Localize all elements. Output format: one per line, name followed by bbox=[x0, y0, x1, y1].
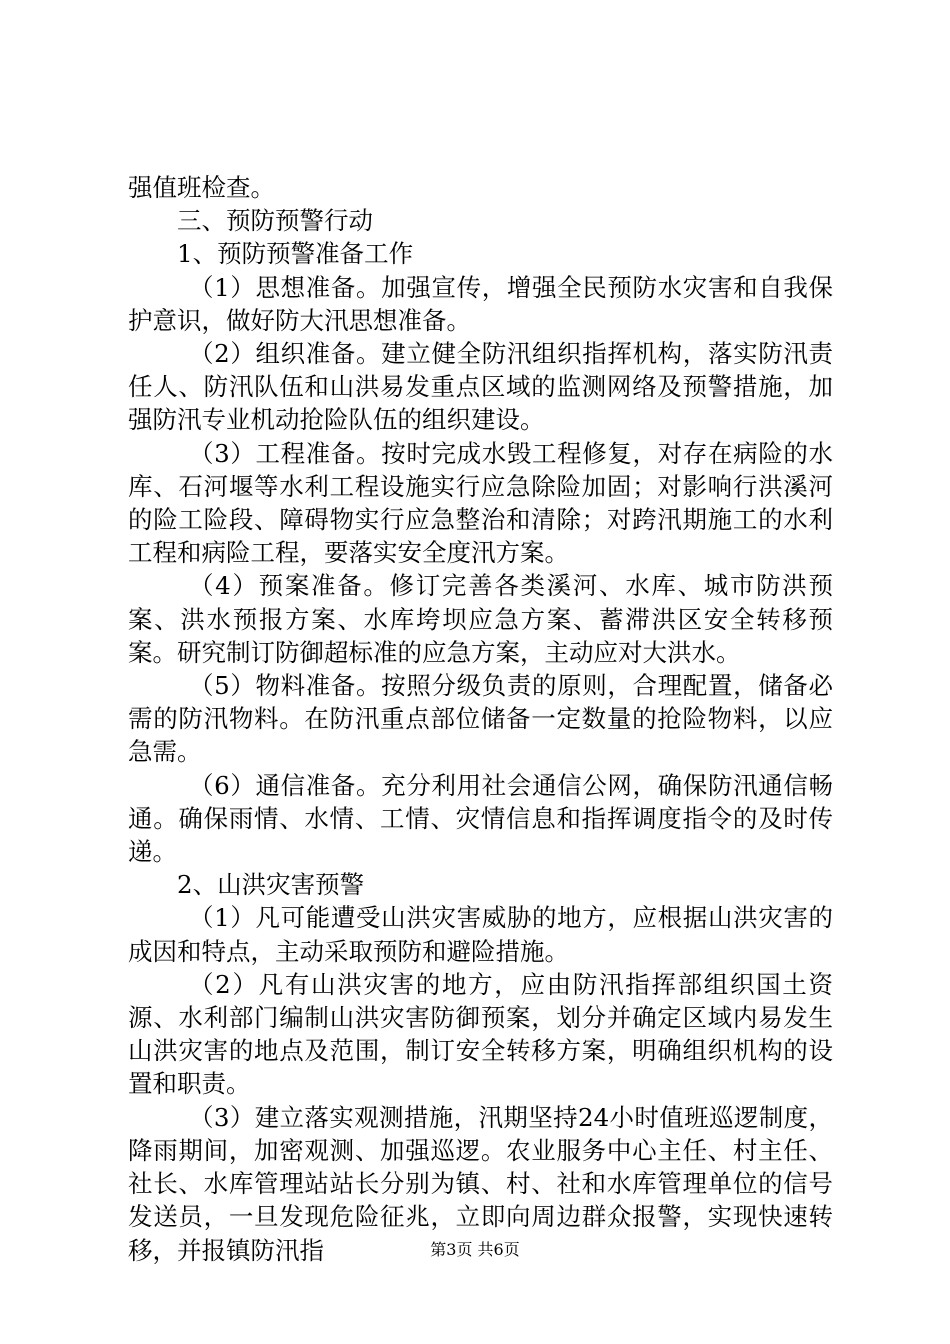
paragraph: （1）思想准备。加强宣传，增强全民预防水灾害和自我保护意识，做好防大汛思想准备。 bbox=[128, 272, 833, 335]
paragraph: （3）工程准备。按时完成水毁工程修复，对存在病险的水库、石河堰等水利工程设施实行应急除险加固；对影响行洪溪河的险工险段、障碍物实行应急整治和清除；对跨汛期施工的水利工程和病险工程，要落实安全度汛方案。 bbox=[128, 438, 833, 568]
paragraph: （1）凡可能遭受山洪灾害威胁的地方，应根据山洪灾害的成因和特点，主动采取预防和避险措施。 bbox=[128, 903, 833, 966]
subsection-heading: 2、山洪灾害预警 bbox=[177, 870, 365, 900]
paragraph: （3）建立落实观测措施，汛期坚持24小时值班巡逻制度，降雨期间，加密观测、加强巡逻。农业服务中心主任、村主任、社长、水库管理站站长分别为镇、村、社和水库管理单位的信号发送员，一旦发现危险征兆，立即向周边群众报警，实现快速转移，并报镇防汛指 bbox=[128, 1102, 833, 1265]
section-heading: 三、预防预警行动 bbox=[177, 206, 373, 236]
paragraph: （2）凡有山洪灾害的地方，应由防汛指挥部组织国土资源、水利部门编制山洪灾害防御预案，划分并确定区域内易发生山洪灾害的地点及范围，制订安全转移方案，明确组织机构的设置和职责。 bbox=[128, 969, 833, 1099]
subsection-heading: 1、预防预警准备工作 bbox=[177, 239, 414, 269]
document-body bbox=[128, 171, 833, 1267]
page-number-footer: 第3页 共6页 bbox=[430, 1240, 520, 1259]
paragraph: （5）物料准备。按照分级负责的原则，合理配置，储备必需的防汛物料。在防汛重点部位储备一定数量的抢险物料，以应急需。 bbox=[128, 671, 833, 767]
paragraph: （2）组织准备。建立健全防汛组织指挥机构，落实防汛责任人、防汛队伍和山洪易发重点区域的监测网络及预警措施，加强防汛专业机动抢险队伍的组织建设。 bbox=[128, 339, 833, 435]
paragraph: （6）通信准备。充分利用社会通信公网，确保防汛通信畅通。确保雨情、水情、工情、灾情信息和指挥调度指令的及时传递。 bbox=[128, 770, 833, 867]
paragraph: 强值班检查。 bbox=[128, 173, 275, 202]
paragraph: （4）预案准备。修订完善各类溪河、水库、城市防洪预案、洪水预报方案、水库垮坝应急方案、蓄滞洪区安全转移预案。研究制订防御超标准的应急方案，主动应对大洪水。 bbox=[128, 571, 833, 667]
